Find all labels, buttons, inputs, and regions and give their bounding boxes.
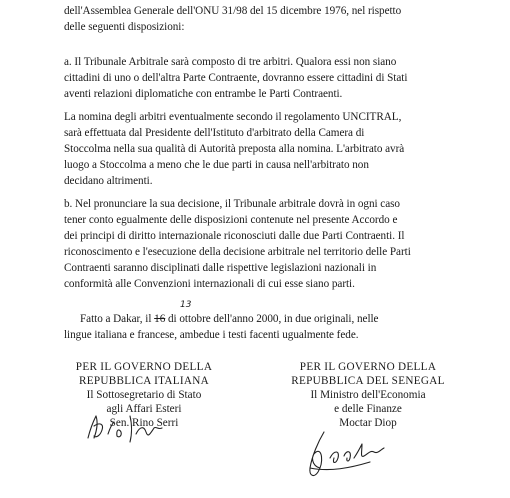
signature-block-senegal (268, 360, 468, 430)
body-line: Contraenti saranno disciplinati dalle rispettive legislazioni nazionali in (64, 262, 377, 274)
body-line: delle seguenti disposizioni: (64, 21, 185, 33)
body-line: sarà effettuata dal Presidente dell'Istituto d'arbitrato della Camera di (64, 127, 365, 139)
handwritten-day: 13 (180, 300, 192, 310)
sig-italy-line3: Il Sottosegretario di Stato (86, 389, 202, 401)
body-line: La nomina degli arbitri eventualmente secondo il regolamento UNCITRAL, (64, 111, 402, 123)
sig-italy-line1: PER IL GOVERNO DELLA (75, 361, 213, 373)
body-line: decidano altrimenti. (64, 175, 153, 187)
body-line: b. Nel pronunciare la sua decisione, il Tribunale arbitrale dovrà in ogni caso (64, 198, 400, 210)
sig-italy-line4: agli Affari Esteri (106, 403, 182, 415)
closing-prefix: Fatto a Dakar, il (80, 313, 155, 325)
sig-senegal-line4: e delle Finanze (334, 403, 402, 415)
body-line: luogo a Stoccolma a meno che le due parti in causa nell'arbitrato non (64, 159, 369, 171)
body-line: conformità alle Convenzioni internazionali di cui esse siano parti. (64, 278, 355, 290)
closing-line (80, 311, 492, 327)
closing-line-2: lingue italiana e francese, ambedue i testi facenti ugualmente fede. (64, 329, 359, 341)
sig-senegal-line2: REPUBBLICA DEL SENEGAL (291, 375, 445, 387)
sig-senegal-line5: Moctar Diop (339, 417, 397, 429)
closing-suffix: di ottobre dell'anno 2000, in due originali, nelle (165, 313, 379, 325)
body-line: riconoscimento e l'esecuzione della decisione arbitrale nel territorio delle Parti (64, 246, 411, 258)
body-line: Stoccolma nella sua qualità di Autorità preposta alla nomina. L'arbitrato avrà (64, 143, 405, 155)
sig-senegal-line1: PER IL GOVERNO DELLA (299, 361, 437, 373)
sig-senegal-line3: Il Ministro dell'Economia (310, 389, 426, 401)
signature-senegal-icon (300, 428, 390, 488)
body-line: dell'Assemblea Generale dell'ONU 31/98 del 15 dicembre 1976, nel rispetto (64, 5, 402, 17)
body-line: dei principi di diritto internazionale riconosciuti dalle due Parti Contraenti. Il (64, 230, 405, 242)
body-line: cittadini di uno o dell'altra Parte Contraente, dovranno essere cittadini di Stati (64, 72, 408, 84)
signature-italy-icon (84, 408, 174, 448)
body-line: tener conto egualmente delle disposizioni contenute nel presente Accordo e (64, 214, 398, 226)
struck-day: 16 (154, 313, 166, 325)
body-line: aventi relazioni diplomatiche con entrambe le Parti Contraenti. (64, 88, 343, 100)
sig-italy-line5: Sen. Rino Serri (109, 417, 179, 429)
body-line: a. Il Tribunale Arbitrale sarà composto di tre arbitri. Qualora essi non siano (64, 56, 397, 68)
sig-italy-line2: REPUBBLICA ITALIANA (78, 375, 210, 387)
